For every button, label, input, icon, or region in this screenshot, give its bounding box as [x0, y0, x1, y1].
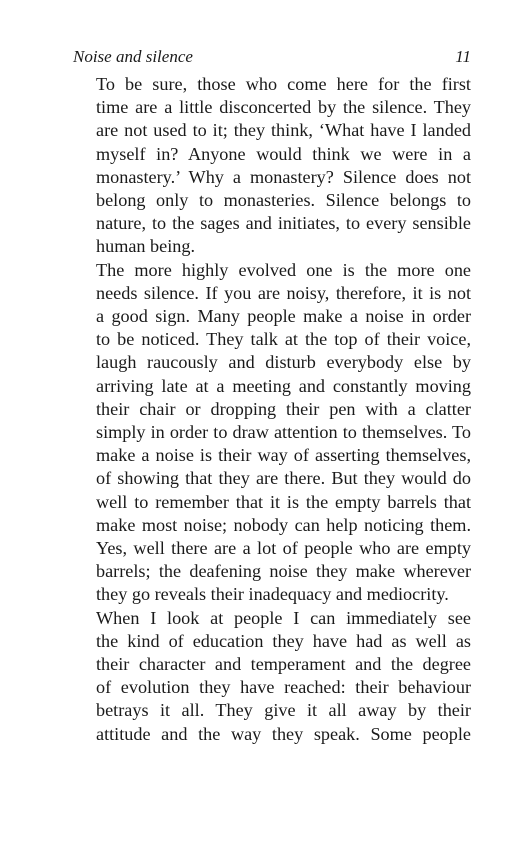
text-line: a good sign. Many people make a noise in order	[96, 306, 471, 327]
text-line: nature, to the sages and initiates, to every sensible	[96, 213, 471, 234]
text-line: The more highly evolved one is the more one	[96, 259, 471, 280]
text-line: barrels; the deafening noise they make wherever	[96, 561, 471, 582]
text-line: the kind of education they have had as well as	[96, 630, 471, 651]
text-line: When I look at people I can immediately see	[96, 607, 471, 628]
text-line: monastery.’ Why a monastery? Silence does not	[96, 166, 471, 187]
text-line: arriving late at a meeting and constantly moving	[96, 375, 471, 396]
text-line: To be sure, those who come here for the first	[96, 74, 471, 94]
text-line: of showing that they are there. But they would do	[96, 468, 471, 489]
page-number: 11	[455, 47, 471, 66]
text-line: Yes, well there are a lot of people who are empty	[96, 538, 471, 559]
text-line: their character and temperament and the degree	[96, 654, 471, 675]
chapter-title: Noise and silence	[73, 47, 193, 66]
paragraph	[73, 73, 471, 259]
text-line: well to remember that it is the empty barrels that	[96, 491, 471, 512]
text-line: needs silence. If you are noisy, therefore, it is not	[96, 282, 471, 303]
body-text	[73, 73, 471, 746]
text-line: simply in order to draw attention to themselves. To	[96, 422, 471, 443]
running-header	[73, 46, 471, 68]
text-line: belong only to monasteries. Silence belongs to	[96, 190, 471, 211]
paragraph	[73, 259, 471, 607]
text-line: their chair or dropping their pen with a clatter	[96, 398, 471, 419]
text-line: betrays it all. They give it all away by their	[96, 700, 471, 721]
text-line: make a noise is their way of asserting themselves,	[96, 445, 471, 466]
text-line: human being.	[96, 236, 196, 257]
text-line: myself in? Anyone would think we were in a	[96, 143, 471, 164]
text-line: to be noticed. They talk at the top of their voice,	[96, 329, 471, 350]
text-line: attitude and the way they speak. Some people	[96, 723, 471, 744]
text-line: are not used to it; they think, ‘What have I landed	[96, 120, 471, 141]
book-page	[73, 46, 471, 746]
paragraph	[73, 607, 471, 746]
text-line: they go reveals their inadequacy and mediocrity.	[96, 584, 449, 605]
text-line: of evolution they have reached: their behaviour	[96, 677, 471, 698]
text-line: make most noise; nobody can help noticing them.	[96, 514, 471, 535]
text-line: laugh raucously and disturb everybody else by	[96, 352, 471, 373]
text-line: time are a little disconcerted by the silence. They	[96, 97, 471, 118]
